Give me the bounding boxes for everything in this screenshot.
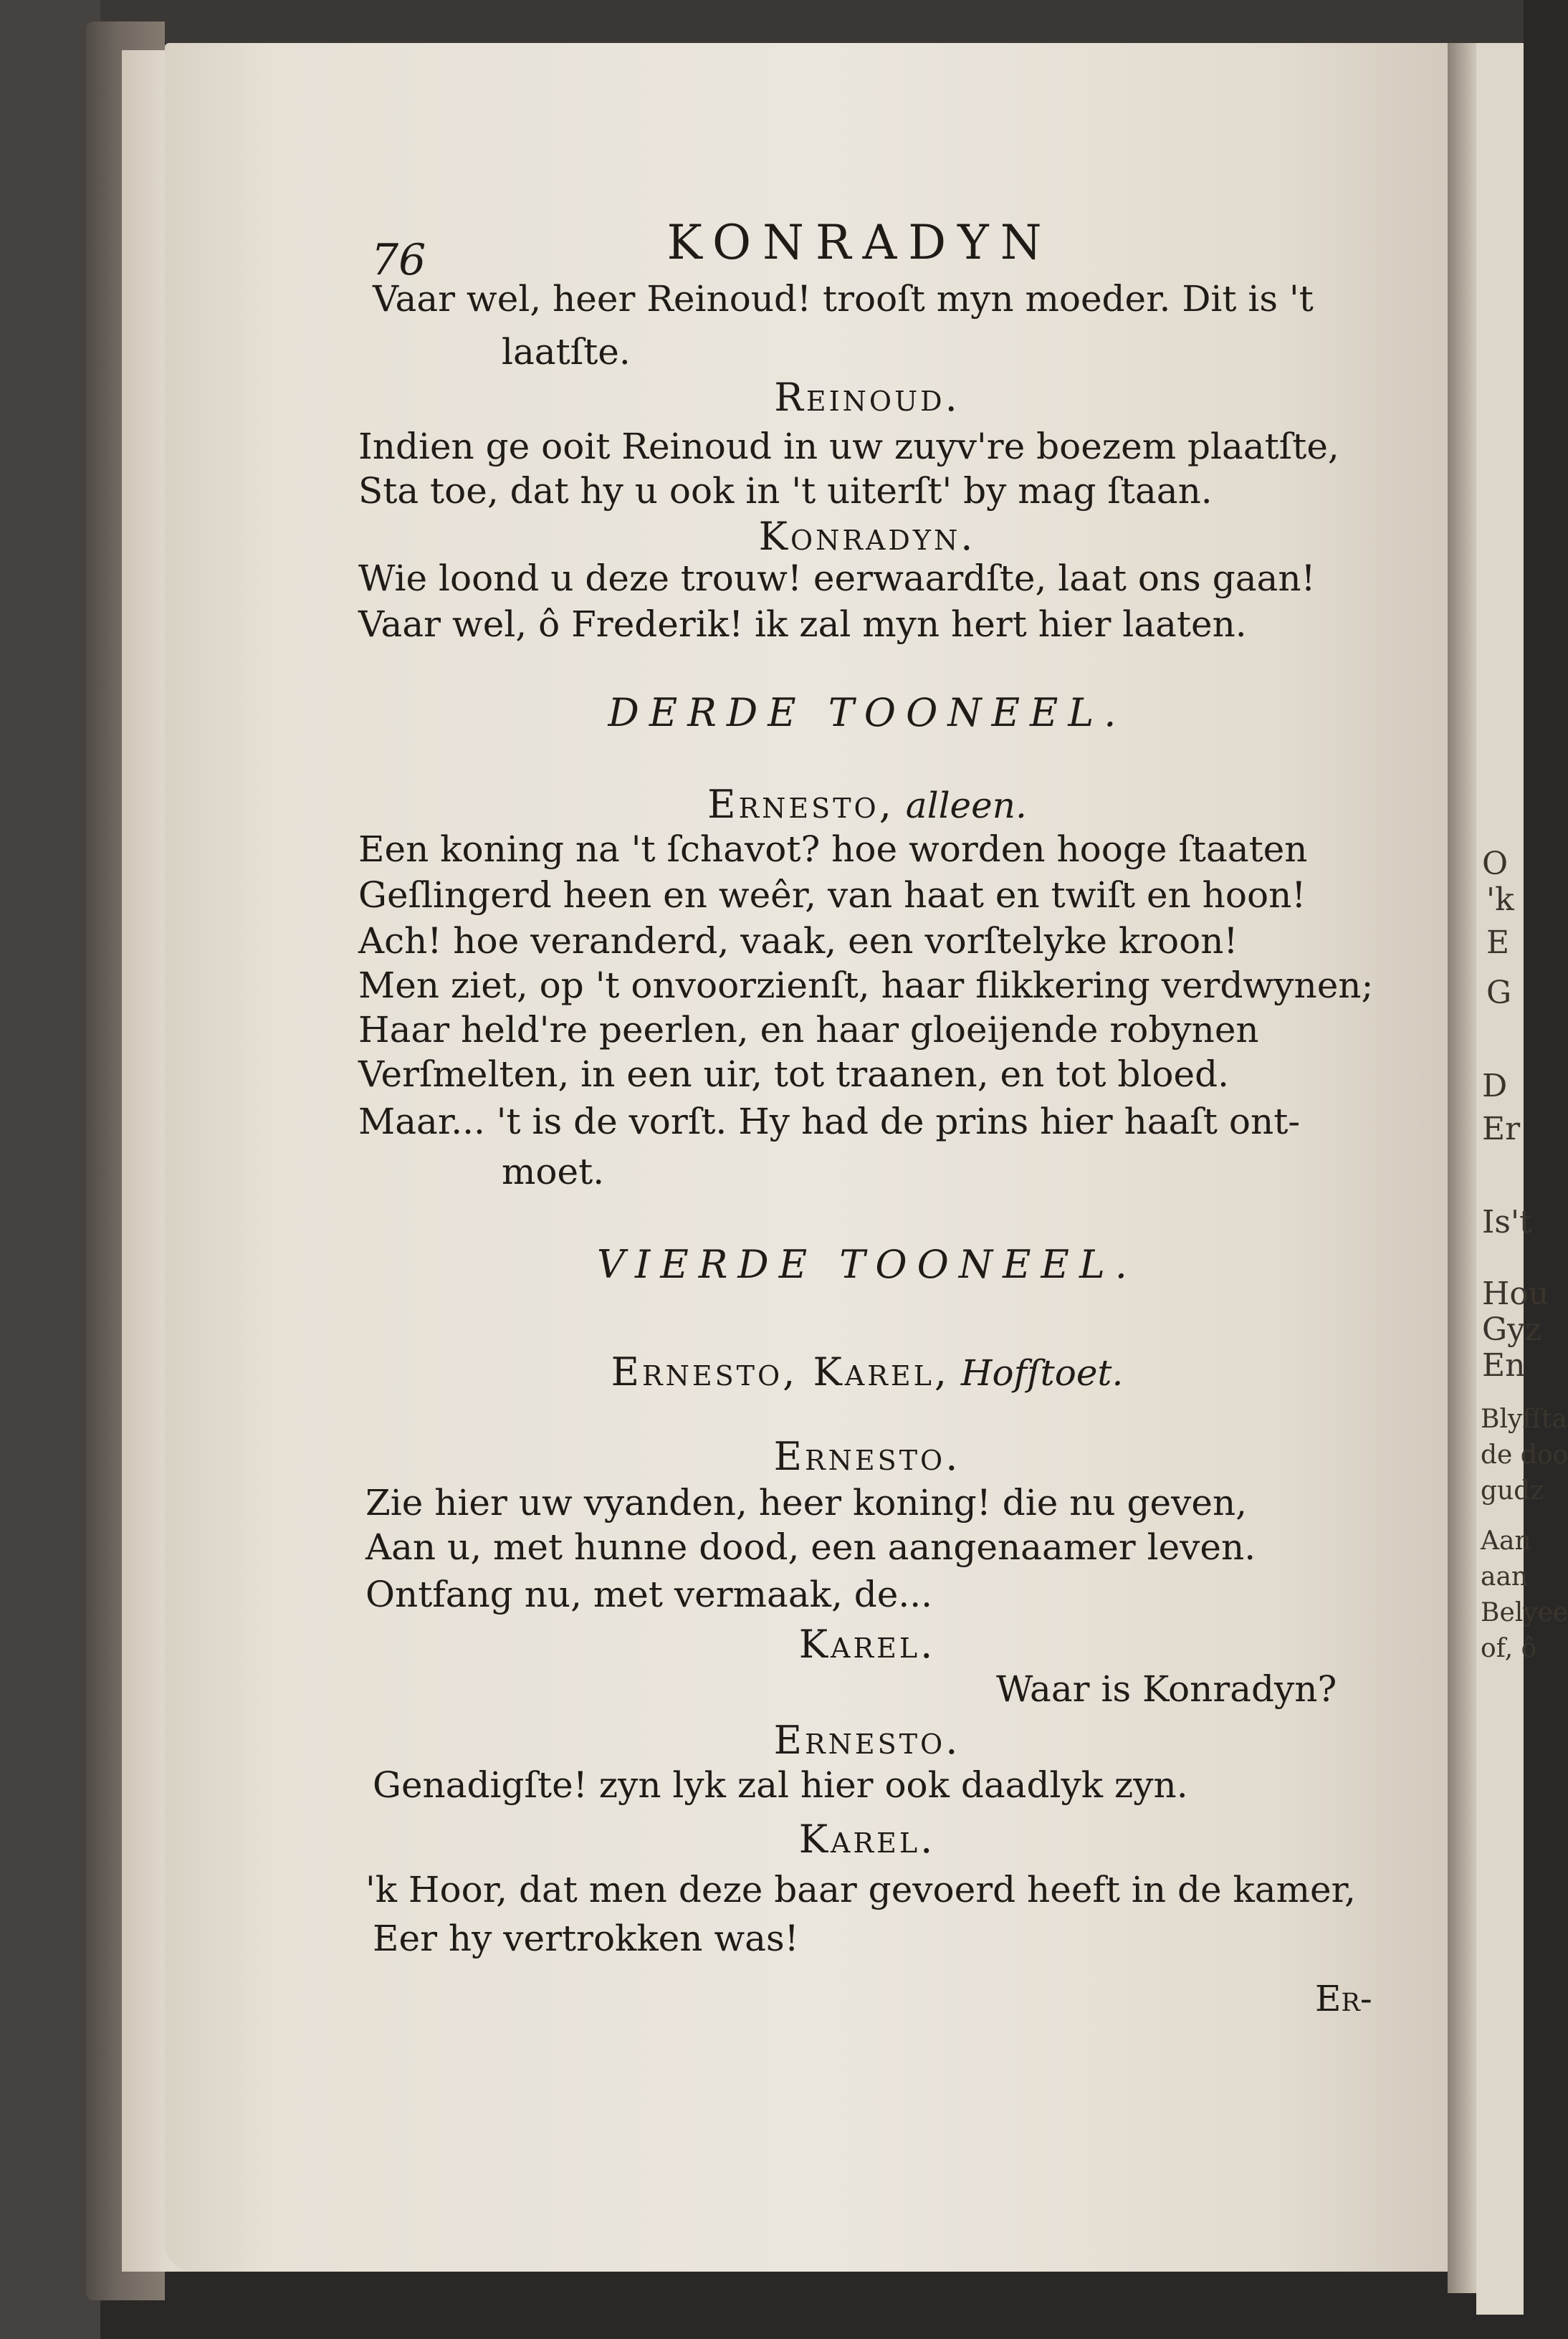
- verse-line: Vaar wel, heer Reinoud! trooſt myn moeder. Dit is 't: [373, 278, 1314, 320]
- scene-heading: VIERDE TOONEEL.: [597, 1242, 1137, 1287]
- facing-page-fragment: O: [1482, 846, 1509, 882]
- verse-line: Sta toe, dat hy u ook in 't uiterſt' by mag ſtaan.: [358, 470, 1213, 512]
- verse-line: Vaar wel, ô Frederik! ik zal myn hert hier laaten.: [358, 603, 1247, 645]
- speaker-name: Ernesto.: [773, 1718, 961, 1763]
- facing-page-fragment: of, ô: [1481, 1634, 1537, 1663]
- verse-line: laatſte.: [502, 331, 631, 373]
- page-number: 76: [371, 235, 426, 285]
- running-head: KONRADYN: [666, 215, 1053, 270]
- facing-page-fragment: E: [1486, 924, 1510, 961]
- verse-line: Verſmelten, in een uir, tot traanen, en tot bloed.: [358, 1053, 1229, 1095]
- verse-line: 'k Hoor, dat men deze baar gevoerd heeft in de kamer,: [365, 1869, 1356, 1910]
- facing-page-fragment: gudz: [1481, 1476, 1544, 1506]
- stage-direction: alleen.: [905, 785, 1027, 826]
- verse-line: Men ziet, op 't onvoorzienſt, haar flikkering verdwynen;: [358, 965, 1374, 1006]
- facing-page-fragment: de doo: [1481, 1440, 1568, 1470]
- catchword: Er-: [1315, 1978, 1372, 2019]
- verse-line: Wie loond u deze trouw! eerwaardſte, laat ons gaan!: [358, 558, 1316, 599]
- speaker-name: Karel.: [798, 1622, 936, 1667]
- photo-background-left: [0, 0, 100, 2339]
- verse-line: Waar is Konradyn?: [996, 1668, 1337, 1710]
- verse-line: Ontfang nu, met vermaak, de...: [365, 1574, 933, 1615]
- verse-line: Zie hier uw vyanden, heer koning! die nu geven,: [365, 1482, 1248, 1524]
- verse-line: moet.: [502, 1151, 605, 1192]
- speaker-name: Reinoud.: [774, 375, 960, 420]
- verse-line: Aan u, met hunne dood, een aangenaamer leven.: [365, 1526, 1256, 1568]
- facing-page-fragment: Belyee: [1481, 1598, 1568, 1627]
- scene-heading: DERDE TOONEEL.: [608, 690, 1127, 735]
- facing-page-fragment: Er: [1482, 1111, 1521, 1147]
- verse-line: Indien ge ooit Reinoud in uw zuyv're boezem plaatſte,: [358, 426, 1339, 467]
- verse-line: Ach! hoe veranderd, vaak, een vorſtelyke kroon!: [358, 920, 1238, 962]
- photo-background-top: [0, 0, 1524, 43]
- facing-page-fragment: aan: [1481, 1562, 1529, 1592]
- facing-page-fragment: En: [1482, 1347, 1526, 1384]
- facing-page-fragment: 'k: [1486, 881, 1514, 918]
- verse-line: Geſlingerd heen en weêr, van haat en twiſt en hoon!: [358, 874, 1306, 916]
- facing-page-fragment: Gyz: [1482, 1311, 1542, 1348]
- facing-page-fragment: Is't: [1482, 1204, 1532, 1240]
- verse-line: Maar... 't is de vorſt. Hy had de prins hier haaſt ont-: [358, 1101, 1301, 1142]
- verse-line: Haar held're peerlen, en haar gloeijende robynen: [358, 1009, 1259, 1051]
- verse-line: Eer hy vertrokken was!: [373, 1918, 799, 1959]
- stage-direction: Hofſtoet.: [960, 1352, 1124, 1394]
- speaker-name: Ernesto.: [773, 1434, 961, 1479]
- facing-page-fragment: D: [1482, 1068, 1508, 1104]
- facing-page-fragment: Blyfſta: [1481, 1405, 1567, 1434]
- speaker-name: Konradyn.: [758, 514, 976, 559]
- verse-line: Een koning na 't ſchavot? hoe worden hooge ſtaaten: [358, 828, 1308, 870]
- facing-page-fragment: Hou: [1482, 1276, 1549, 1312]
- speaker-names: Ernesto, Karel,: [611, 1349, 950, 1395]
- facing-page-edge: [1476, 43, 1568, 2315]
- verse-line: Genadigſte! zyn lyk zal hier ook daadlyk zyn.: [373, 1764, 1188, 1806]
- speaker-name: Karel.: [798, 1817, 936, 1862]
- facing-page-fragment: G: [1486, 975, 1512, 1011]
- facing-page-fragment: Aan: [1481, 1526, 1531, 1556]
- speaker-name: Ernesto,: [707, 782, 894, 827]
- scene-cast: [358, 782, 1376, 827]
- scene-cast: [358, 1349, 1376, 1395]
